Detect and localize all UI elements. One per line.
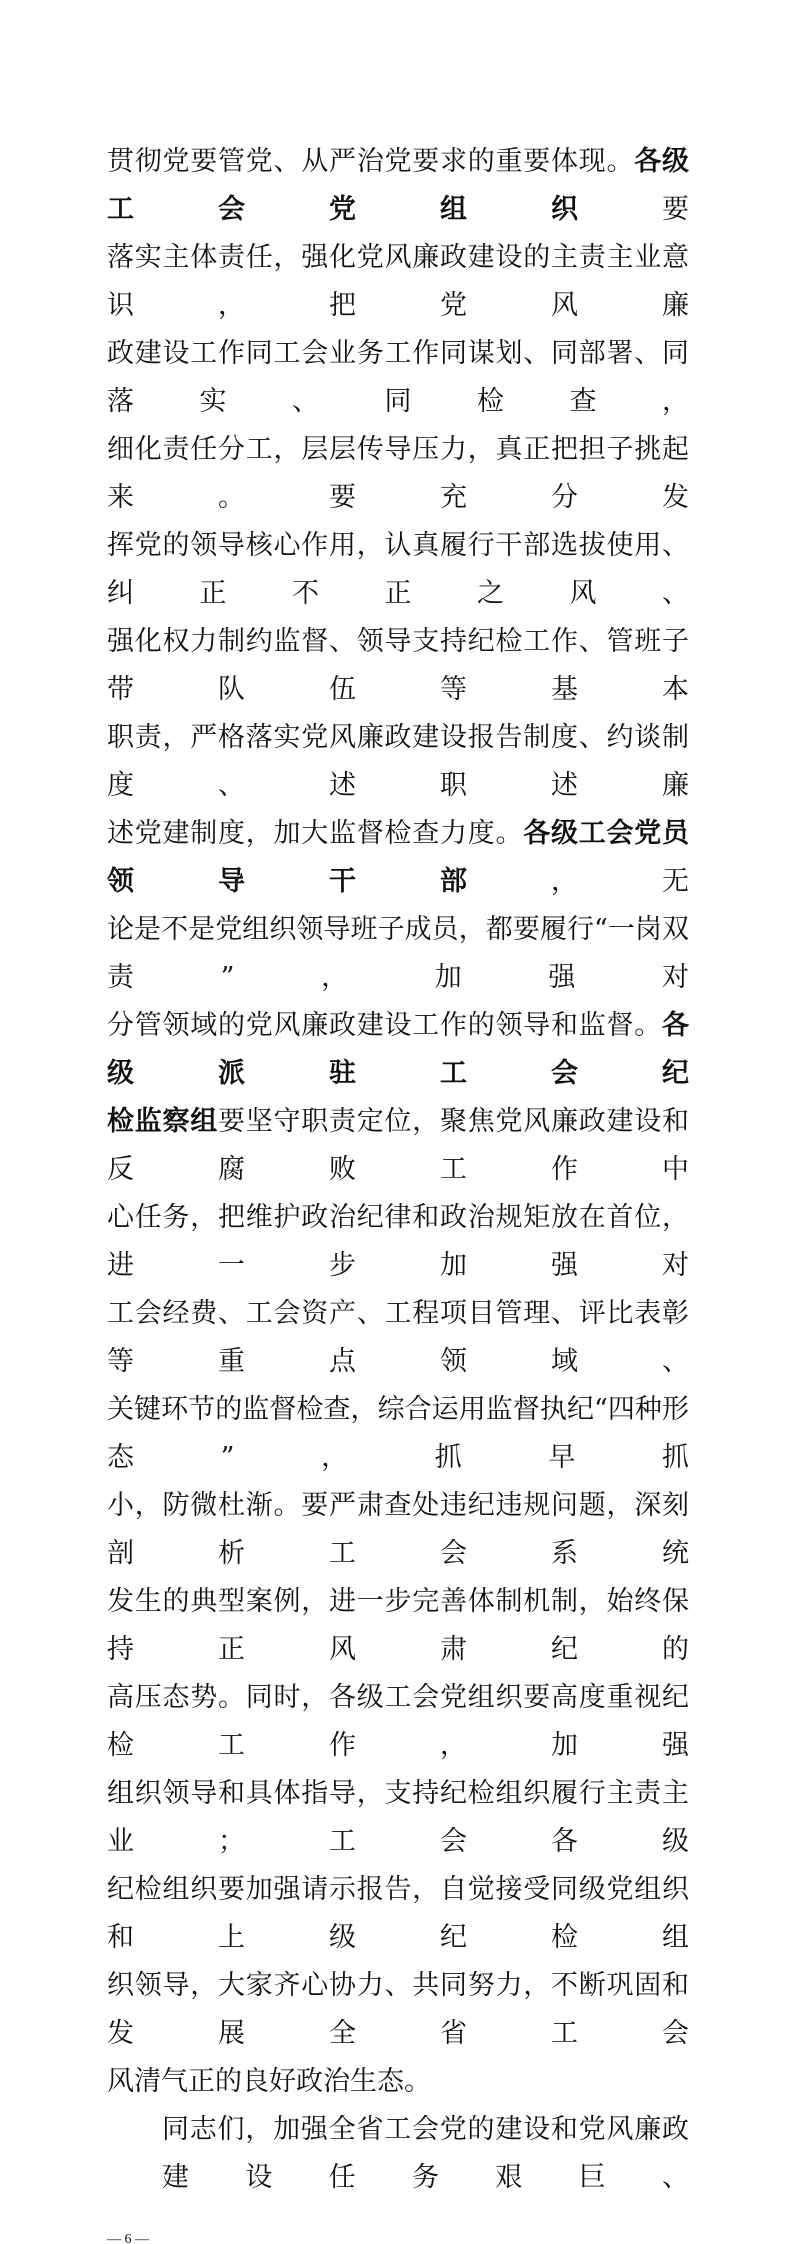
text-line — [107, 1962, 689, 2058]
text-segment: 要 — [662, 194, 689, 225]
text-line — [107, 2106, 689, 2202]
text-segment: 小，防微杜渐。要严肃查处违纪违规问题，深刻剖析工会系统 — [107, 1490, 689, 1569]
text-segment: 论是不是党组织领导班子成员，都要履行“一岗双责”，加强对 — [107, 914, 689, 993]
text-line — [107, 1866, 689, 1962]
text-segment: 落实主体责任，强化党风廉政建设的主责主业意识，把党风廉 — [107, 242, 689, 321]
text-segment: 述党建制度，加大监督检查力度。 — [107, 818, 524, 849]
text-line — [107, 426, 689, 522]
text-segment: 关键环节的监督检查，综合运用监督执纪“四种形态”，抓早抓 — [107, 1394, 689, 1473]
text-line — [107, 1194, 689, 1290]
text-line — [107, 1002, 689, 1098]
text-segment: 组织领导和具体指导，支持纪检组织履行主责主业；工会各级 — [107, 1778, 689, 1857]
paragraph — [107, 138, 689, 2106]
text-segment: 同志们，加强全省工会党的建设和党风廉政建设任务艰巨、 — [162, 2114, 689, 2193]
text-segment: 政建设工作同工会业务工作同谋划、同部署、同落实、同检查， — [107, 338, 689, 417]
document-body — [107, 138, 689, 2202]
text-line — [107, 906, 689, 1002]
text-segment: 分管领域的党风廉政建设工作的领导和监督。 — [107, 1010, 662, 1041]
text-line — [107, 330, 689, 426]
text-segment: 高压态势。同时，各级工会党组织要高度重视纪检工作，加强 — [107, 1682, 689, 1761]
text-line — [107, 1770, 689, 1866]
text-line — [107, 2058, 689, 2106]
text-line — [107, 1098, 689, 1194]
bold-text: 各级派驻工会纪 — [107, 1010, 689, 1089]
text-segment: 要坚守职责定位，聚焦党风廉政建设和反腐败工作中 — [107, 1106, 689, 1185]
bold-text: 各级工会党员领导干部 — [107, 818, 689, 897]
text-line — [107, 618, 689, 714]
text-segment: 贯彻党要管党、从严治党要求的重要体现。 — [107, 146, 635, 177]
text-line — [107, 234, 689, 330]
text-line — [107, 522, 689, 618]
text-line — [107, 714, 689, 810]
text-segment: 风清气正的良好政治生态。 — [107, 2066, 431, 2097]
text-segment: 心任务，把维护政治纪律和政治规矩放在首位，进一步加强对 — [107, 1202, 689, 1281]
text-segment: 织领导，大家齐心协力、共同努力，不断巩固和发展全省工会 — [107, 1970, 689, 2049]
paragraph — [107, 2106, 689, 2202]
text-segment: 职责，严格落实党风廉政建设报告制度、约谈制度、述职述廉 — [107, 722, 689, 801]
text-line — [107, 1386, 689, 1482]
text-segment: 细化责任分工，层层传导压力，真正把担子挑起来。要充分发 — [107, 434, 689, 513]
text-segment: 工会经费、工会资产、工程项目管理、评比表彰等重点领域、 — [107, 1298, 689, 1377]
text-line — [107, 138, 689, 234]
text-segment: 挥党的领导核心作用，认真履行干部选拔使用、纠正不正之风、 — [107, 530, 689, 609]
text-segment: 发生的典型案例，进一步完善体制机制，始终保持正风肃纪的 — [107, 1586, 689, 1665]
page-number: — 6 — — [107, 2232, 149, 2244]
text-line — [107, 1674, 689, 1770]
bold-text: 各级工会党组织 — [107, 146, 689, 225]
text-line — [107, 1578, 689, 1674]
text-segment: 纪检组织要加强请示报告，自觉接受同级党组织和上级纪检组 — [107, 1874, 689, 1953]
text-segment: 强化权力制约监督、领导支持纪检工作、管班子带队伍等基本 — [107, 626, 689, 705]
text-line — [107, 1482, 689, 1578]
text-segment: ，无 — [551, 866, 689, 897]
text-line — [107, 810, 689, 906]
bold-text: 检监察组 — [107, 1106, 218, 1137]
text-line — [107, 1290, 689, 1386]
